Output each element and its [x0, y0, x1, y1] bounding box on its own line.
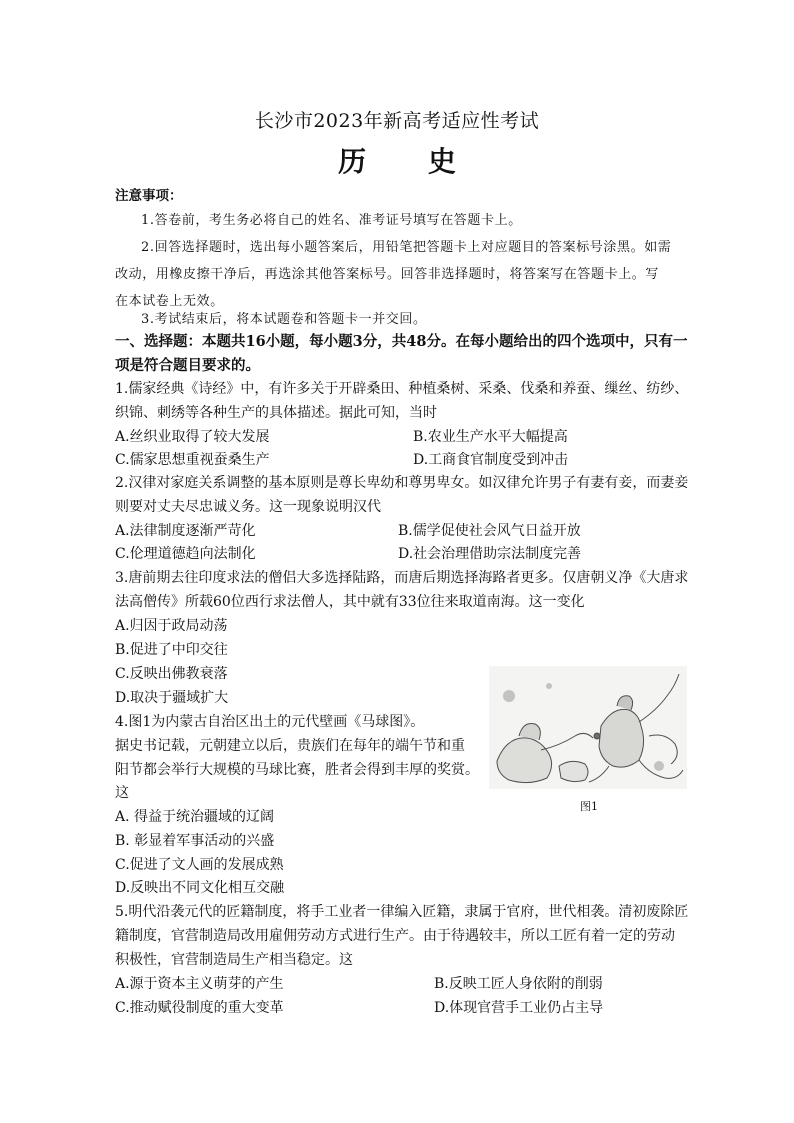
q3-option-c: C.反映出佛教衰落 — [115, 666, 228, 682]
q3-option-a: A.归因于政局动荡 — [115, 618, 228, 634]
q1-option-b: B.农业生产水平大幅提高 — [413, 429, 568, 445]
q3-stem-line: 法高僧传》所载60位西行求法僧人，其中就有33位往来取道南海。这一变化 — [115, 594, 585, 610]
q3-option-d: D.取决于疆域扩大 — [115, 690, 229, 706]
q4-option-a: A. 得益于统治疆域的辽阔 — [115, 809, 275, 825]
exam-title: 长沙市2023年新高考适应性考试 — [254, 110, 540, 132]
polo-mural-image — [489, 666, 687, 789]
q4-option-b: B. 彰显着军事活动的兴盛 — [115, 833, 275, 849]
q4-stem-line: 阳节都会举行大规模的马球比赛，胜者会得到丰厚的奖赏。 — [115, 762, 479, 778]
q2-stem-line: 则要对丈夫尽忠诚义务。这一现象说明汉代 — [115, 499, 381, 515]
q4-stem-line: 4.图1为内蒙古自治区出土的元代壁画《马球图》。 — [115, 714, 425, 730]
q1-stem-line: 1.儒家经典《诗经》中，有许多关于开辟桑田、种植桑树、采桑、伐桑和养蚕、缫丝、纺纱、 — [115, 381, 689, 397]
notice-heading: 注意事项： — [115, 188, 183, 204]
section-heading-line: 一、选择题：本题共16小题，每小题3分，共48分。在每小题给出的四个选项中，只有一 — [115, 333, 688, 350]
q1-option-d: D.工商食官制度受到冲击 — [413, 452, 569, 468]
q5-option-d: D.体现官营手工业仍占主导 — [434, 1000, 604, 1016]
q1-option-c: C.儒家思想重视蚕桑生产 — [115, 452, 270, 468]
q3-option-b: B.促进了中印交往 — [115, 642, 228, 658]
q4-stem-line: 这 — [115, 785, 129, 801]
notice-line: 在本试卷上无效。 — [115, 294, 224, 309]
notice-line: 3.考试结束后，将本试题卷和答题卡一并交回。 — [141, 312, 427, 327]
q3-stem-line: 3.唐前期去往印度求法的僧侣大多选择陆路，而唐后期选择海路者更多。仅唐朝义净《大唐求 — [115, 570, 689, 586]
q1-option-a: A.丝织业取得了较大发展 — [115, 429, 270, 445]
figure-caption: 图1 — [580, 800, 598, 813]
q4-option-d: D.反映出不同文化相互交融 — [115, 880, 285, 896]
q5-option-c: C.推动赋役制度的重大变革 — [115, 1000, 284, 1016]
q2-option-c: C.伦理道德趋向法制化 — [115, 546, 256, 562]
q2-option-d: D.社会治理借助宗法制度完善 — [398, 546, 582, 562]
section-heading-line: 项是符合题目要求的。 — [115, 357, 260, 374]
q5-option-b: B.反映工匠人身依附的削弱 — [434, 976, 603, 992]
q5-stem-line: 积极性，官营制造局生产相当稳定。这 — [115, 952, 353, 968]
q4-stem-line: 据史书记载，元朝建立以后，贵族们在每年的端午节和重 — [115, 738, 465, 754]
subject-title: 历 史 — [338, 145, 482, 178]
notice-line: 改动，用橡皮擦干净后，再选涂其他答案标号。回答非选择题时，将答案写在答题卡上。写 — [115, 267, 660, 282]
q5-stem-line: 籍制度，官营制造局改用雇佣劳动方式进行生产。由于待遇较丰，所以工匠有着一定的劳动 — [115, 928, 675, 944]
notice-line: 2.回答选择题时，选出每小题答案后，用铅笔把答题卡上对应题目的答案标号涂黑。如需 — [141, 240, 672, 255]
q5-option-a: A.源于资本主义萌芽的产生 — [115, 976, 284, 992]
q5-stem-line: 5.明代沿袭元代的匠籍制度，将手工业者一律编入匠籍，隶属于官府，世代相袭。清初废除匠 — [115, 904, 689, 920]
q2-option-b: B.儒学促使社会风气日益开放 — [398, 523, 581, 539]
q4-option-c: C.促进了文人画的发展成熟 — [115, 857, 284, 873]
q2-option-a: A.法律制度逐渐严苛化 — [115, 523, 256, 539]
q2-stem-line: 2.汉律对家庭关系调整的基本原则是尊长卑幼和尊男卑女。如汉律允许男子有妻有妾，而妻妾 — [115, 475, 689, 491]
notice-line: 1.答卷前，考生务必将自己的姓名、准考证号填写在答题卡上。 — [141, 213, 522, 228]
q1-stem-line: 织锦、刺绣等各种生产的具体描述。据此可知，当时 — [115, 405, 437, 421]
